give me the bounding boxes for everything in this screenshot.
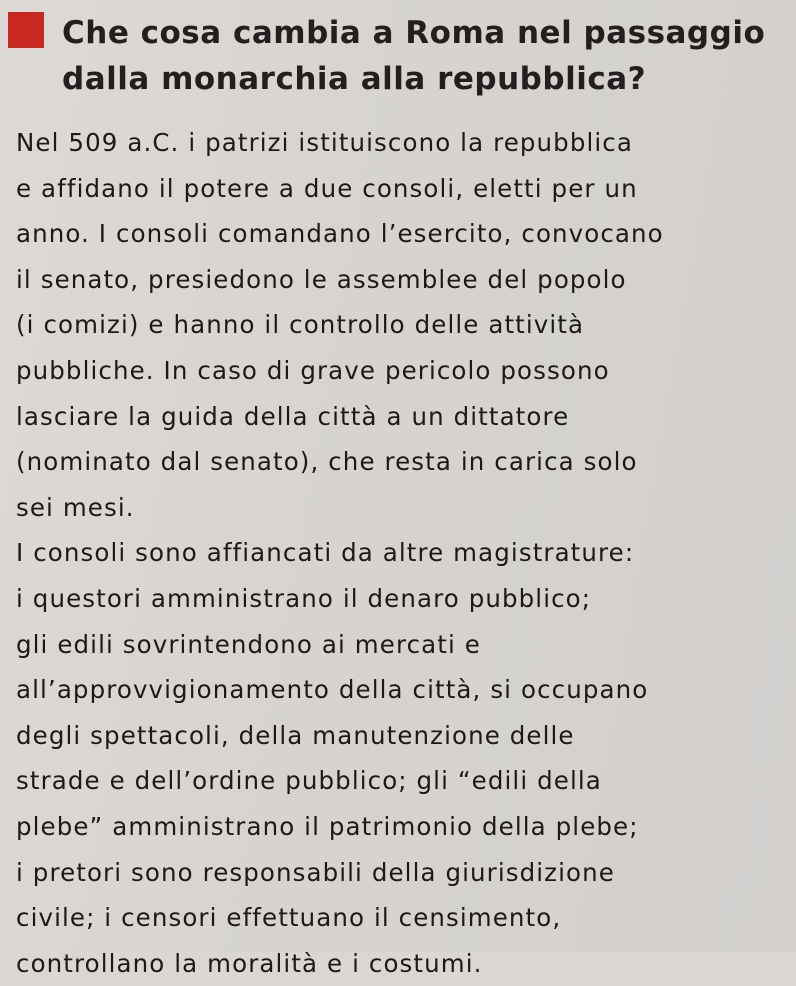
text-line: civile; i censori effettuano il censimento, <box>16 903 562 933</box>
text-line: degli spettacoli, della manutenzione delle <box>16 720 575 750</box>
text-line: all’approvvigionamento della città, si occupano <box>16 675 649 705</box>
text-line: (i comizi) e hanno il controllo delle attività <box>16 310 585 340</box>
text-line: plebe” amministrano il patrimonio della plebe; <box>16 811 639 841</box>
heading-line: Che cosa cambia a Roma nel passaggio <box>62 15 766 51</box>
text-line: e affidano il potere a due consoli, eletti per un <box>16 173 638 203</box>
text-line: anno. I consoli comandano l’esercito, convocano <box>16 219 664 249</box>
red-square-marker <box>8 12 44 48</box>
text-line: (nominato dal senato), che resta in carica solo <box>16 447 638 477</box>
heading-line: dalla monarchia alla repubblica? <box>62 61 647 97</box>
section-heading <box>62 10 792 102</box>
paragraph-1 <box>16 120 792 530</box>
text-line: gli edili sovrintendono ai mercati e <box>16 629 481 659</box>
text-line: il senato, presiedono le assemblee del popolo <box>16 264 627 294</box>
text-line: pubbliche. In caso di grave pericolo possono <box>16 355 610 385</box>
text-line: lasciare la guida della città a un dittatore <box>16 401 570 431</box>
text-line: controllano la moralità e i costumi. <box>16 948 483 978</box>
text-line: sei mesi. <box>16 492 135 522</box>
text-line: I consoli sono affiancati da altre magistrature: <box>16 538 635 568</box>
text-line: i questori amministrano il denaro pubblico; <box>16 583 592 613</box>
paragraph-2 <box>16 530 792 986</box>
body-text <box>16 120 792 986</box>
text-line: Nel 509 a.C. i patrizi istituiscono la repubblica <box>16 128 633 157</box>
text-line: strade e dell’ordine pubblico; gli “edili della <box>16 766 602 796</box>
text-line: i pretori sono responsabili della giurisdizione <box>16 857 615 887</box>
